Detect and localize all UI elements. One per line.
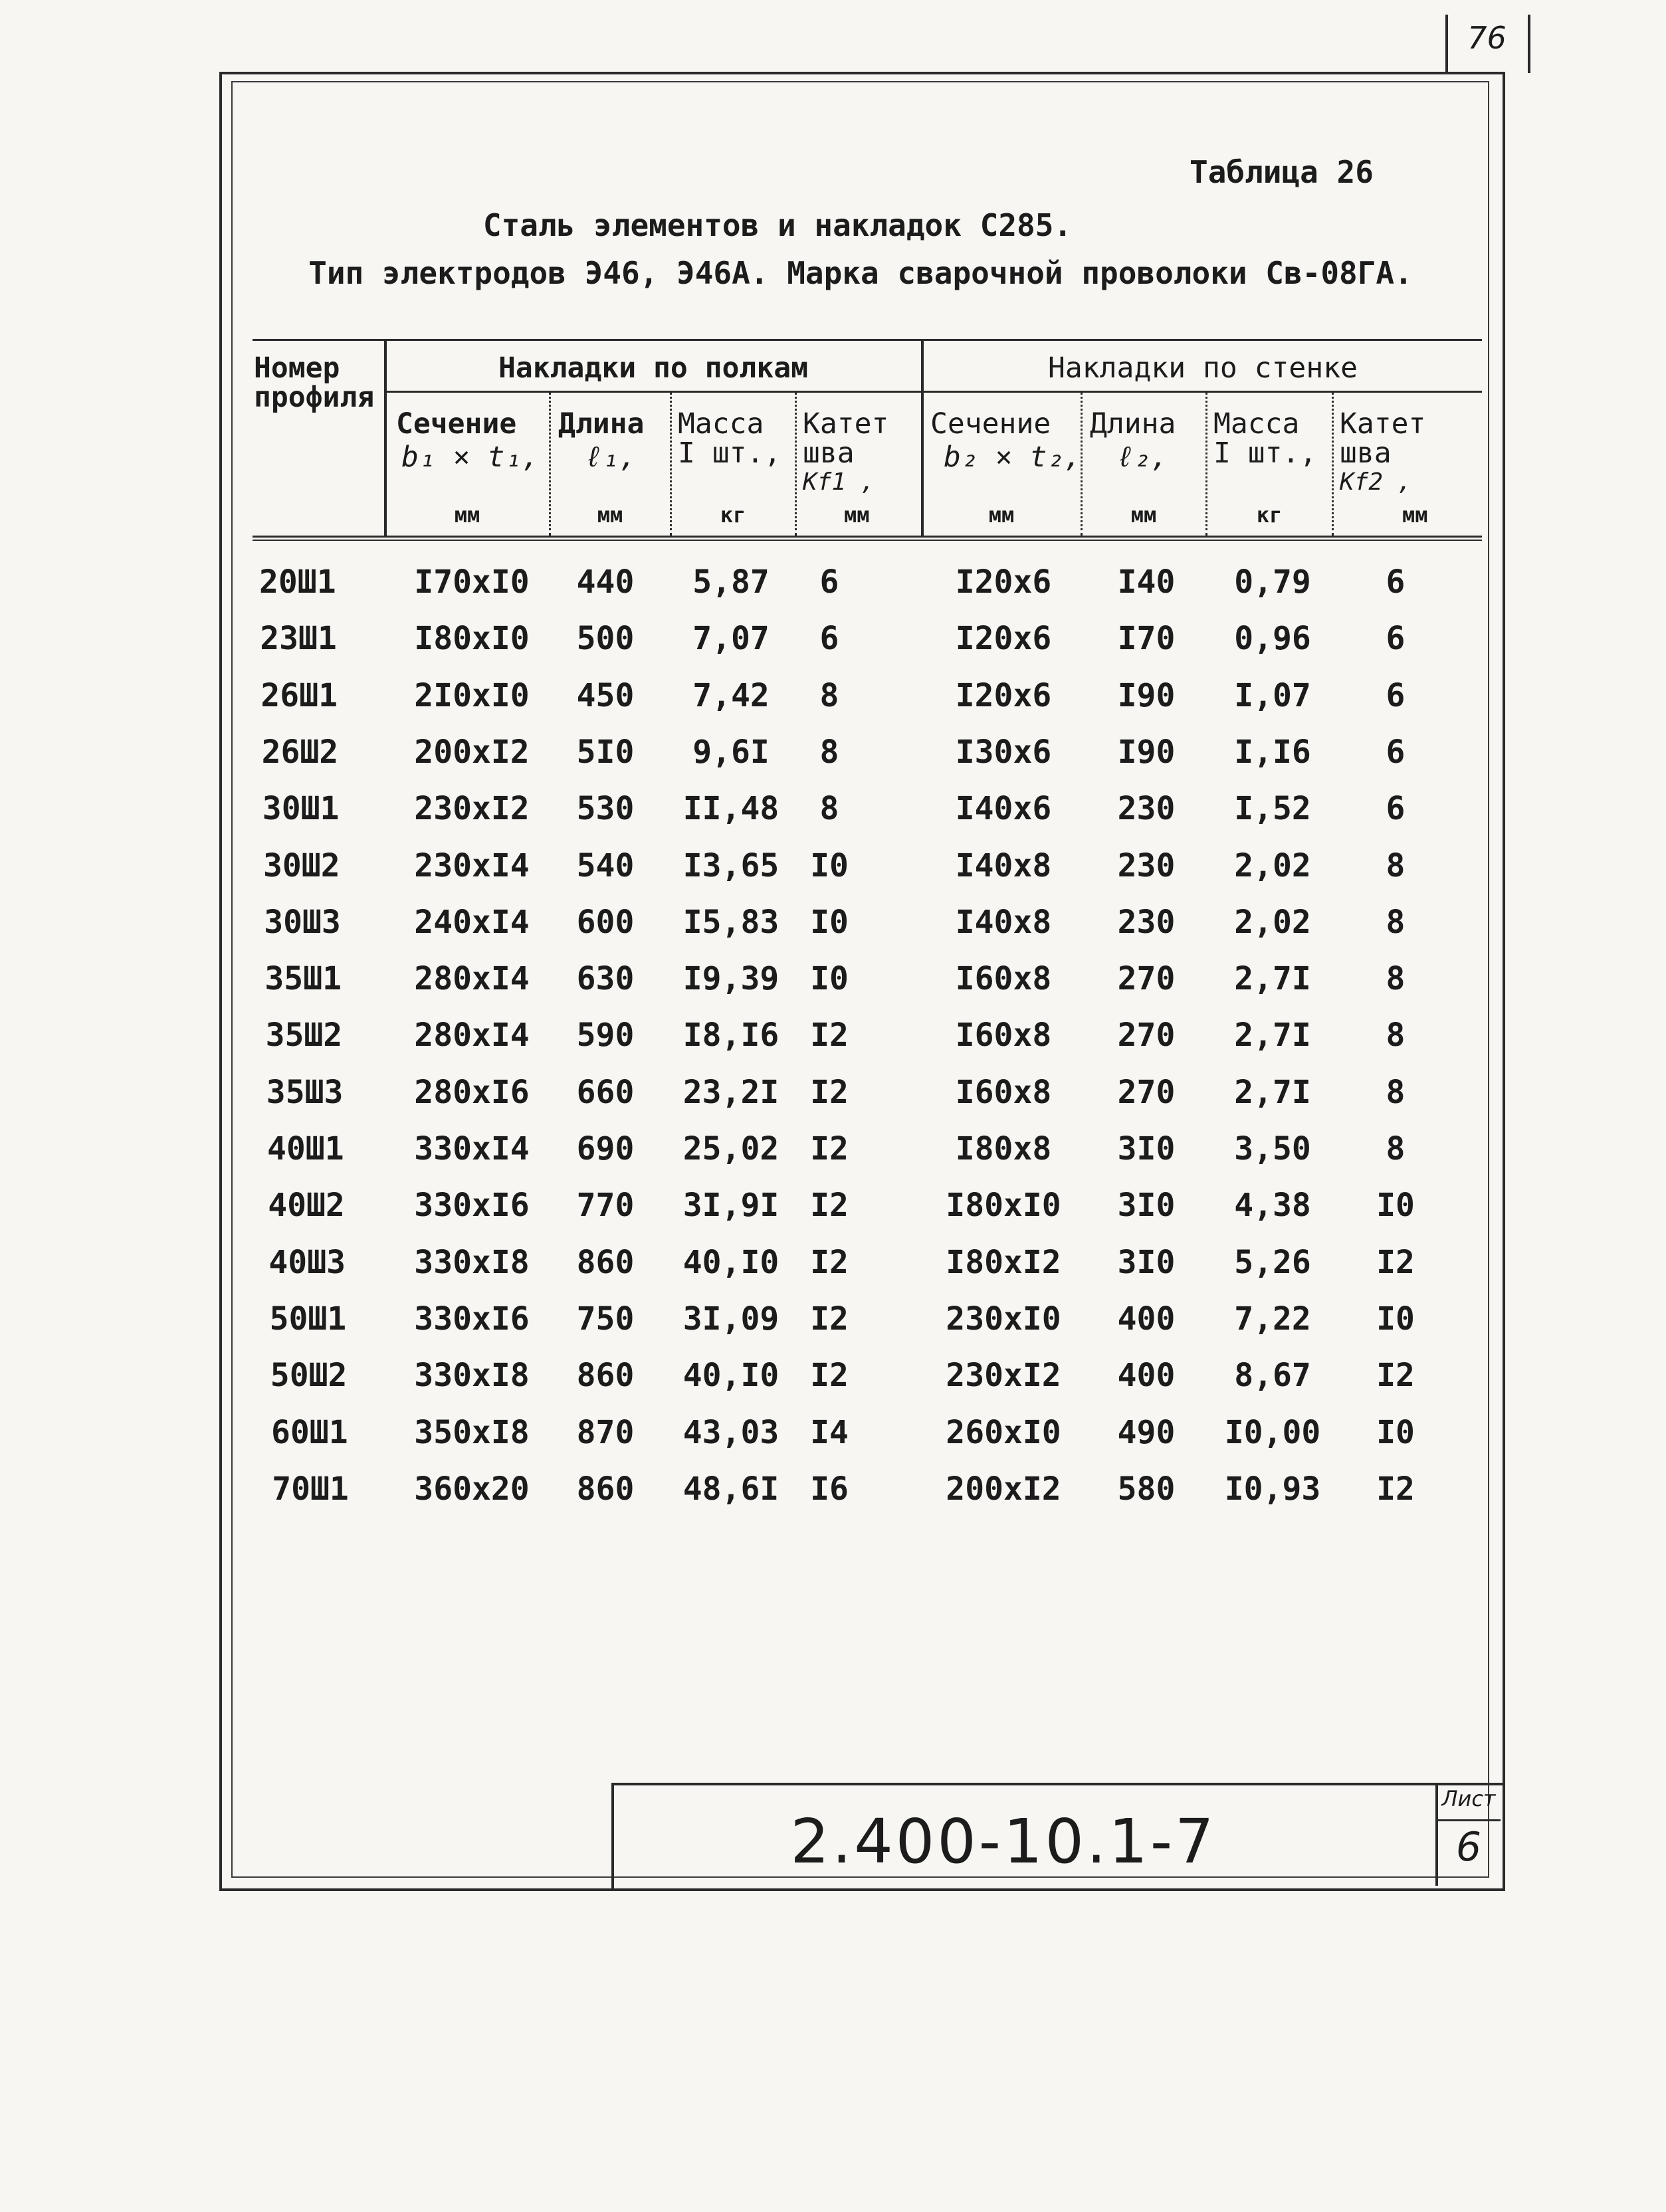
cell-weld-flanges: I2	[810, 1074, 849, 1111]
cell-length-flanges: 660	[576, 1074, 635, 1111]
cell-length-web: 580	[1117, 1470, 1176, 1508]
cell-mass-web: 0,79	[1234, 563, 1311, 601]
header-section-web-unit: мм	[988, 502, 1015, 528]
table-header-rule-double	[253, 540, 1482, 541]
cell-length-web: 270	[1117, 1074, 1176, 1111]
cell-weld-flanges: I0	[810, 960, 849, 997]
cell-section-web: I20x6	[955, 563, 1052, 601]
cell-section-web: 230xI2	[946, 1357, 1061, 1394]
cell-weld-flanges: I6	[810, 1470, 849, 1508]
header-weld-flanges-unit: мм	[844, 502, 870, 528]
sheet-label: Лист	[1441, 1786, 1496, 1811]
cell-mass-web: 3,50	[1234, 1130, 1311, 1167]
cell-mass-web: 5,26	[1234, 1244, 1311, 1281]
cell-profile: 40Ш3	[268, 1244, 346, 1281]
cell-section-web: I20x6	[955, 677, 1052, 714]
header-mass-web: Масса	[1213, 407, 1300, 441]
cell-section-flanges: 330xI8	[414, 1357, 530, 1394]
document-code: 2.400-10.1-7	[790, 1806, 1217, 1877]
cell-mass-flanges: 23,2I	[682, 1074, 780, 1111]
cell-weld-flanges: 8	[819, 734, 839, 771]
cell-length-flanges: 600	[576, 904, 635, 941]
cell-length-flanges: 870	[576, 1414, 635, 1451]
cell-profile: 30Ш1	[262, 790, 340, 827]
cell-section-web: I80x8	[955, 1130, 1052, 1167]
cell-section-web: I80xI0	[946, 1187, 1061, 1224]
cell-mass-web: 0,96	[1234, 620, 1311, 657]
header-group-web: Накладки по стенке	[1048, 352, 1358, 385]
cell-profile: 30Ш2	[263, 847, 340, 884]
cell-section-web: I60x8	[955, 960, 1052, 997]
header-mass-flanges: Масса	[678, 407, 764, 441]
cell-weld-flanges: I2	[810, 1300, 849, 1338]
cell-profile: 35Ш2	[265, 1017, 343, 1054]
cell-profile: 50Ш1	[269, 1300, 347, 1338]
cell-section-web: 230xI0	[946, 1300, 1061, 1338]
header-weld-web-2: шва	[1340, 437, 1392, 470]
cell-length-web: I90	[1117, 677, 1176, 714]
cell-section-web: I60x8	[955, 1074, 1052, 1111]
cell-weld-flanges: I2	[810, 1017, 849, 1054]
cell-length-flanges: 450	[576, 677, 635, 714]
cell-weld-web: 8	[1386, 1074, 1406, 1111]
cell-length-web: I40	[1117, 563, 1176, 601]
cell-length-flanges: 770	[576, 1187, 635, 1224]
cell-mass-flanges: I3,65	[682, 847, 780, 884]
cell-section-web: I80xI2	[946, 1244, 1061, 1281]
cell-mass-web: 2,02	[1234, 847, 1311, 884]
cell-mass-flanges: 5,87	[692, 563, 770, 601]
cell-section-flanges: 350xI8	[414, 1414, 530, 1451]
cell-weld-web: 6	[1386, 677, 1406, 714]
cell-section-web: I30x6	[955, 734, 1052, 771]
cell-length-flanges: 630	[576, 960, 635, 997]
cell-section-flanges: 280xI4	[414, 960, 530, 997]
cell-profile: 20Ш1	[259, 563, 336, 601]
table-top-rule	[253, 339, 1482, 341]
cell-mass-web: 4,38	[1234, 1187, 1311, 1224]
cell-length-web: I90	[1117, 734, 1176, 771]
header-mass-flanges-qty: I шт.,	[678, 437, 781, 470]
cell-profile: 35Ш3	[266, 1074, 344, 1111]
cell-weld-flanges: I2	[810, 1130, 849, 1167]
cell-length-flanges: 5I0	[576, 734, 635, 771]
cell-profile: 26Ш2	[261, 734, 339, 771]
cell-section-flanges: 330xI6	[414, 1300, 530, 1338]
cell-mass-flanges: I9,39	[682, 960, 780, 997]
cell-length-web: 230	[1117, 847, 1176, 884]
cell-weld-web: 8	[1386, 1017, 1406, 1054]
cell-profile: 23Ш1	[260, 620, 337, 657]
cell-section-flanges: 280xI4	[414, 1017, 530, 1054]
cell-mass-flanges: I8,I6	[682, 1017, 780, 1054]
col-divider	[1332, 392, 1334, 536]
cell-length-flanges: 500	[576, 620, 635, 657]
cell-length-web: 3I0	[1117, 1187, 1176, 1224]
cell-weld-flanges: I2	[810, 1244, 849, 1281]
cell-weld-web: I0	[1376, 1414, 1415, 1451]
cell-length-web: 3I0	[1117, 1244, 1176, 1281]
cell-weld-flanges: I2	[810, 1187, 849, 1224]
cell-profile: 40Ш2	[268, 1187, 345, 1224]
cell-section-web: I40x8	[955, 847, 1052, 884]
cell-weld-web: I0	[1376, 1187, 1415, 1224]
cell-weld-flanges: I0	[810, 847, 849, 884]
cell-weld-web: 8	[1386, 1130, 1406, 1167]
cell-length-flanges: 860	[576, 1470, 635, 1508]
header-mass-flanges-unit: кг	[720, 502, 746, 528]
header-mass-web-qty: I шт.,	[1213, 437, 1317, 470]
header-section-flanges-unit: мм	[454, 502, 480, 528]
cell-length-web: 400	[1117, 1357, 1176, 1394]
table-label: Таблица 26	[1190, 154, 1374, 190]
header-section-web-sym: b₂ × t₂,	[944, 441, 1082, 474]
cell-mass-flanges: 40,I0	[682, 1244, 780, 1281]
document-title-line2: Тип электродов Э46, Э46А. Марка сварочной проволоки Св-08ГА.	[308, 255, 1413, 291]
header-group-flanges: Накладки по полкам	[498, 352, 808, 385]
cell-weld-web: I2	[1376, 1470, 1415, 1508]
cell-weld-web: I2	[1376, 1244, 1415, 1281]
header-section-flanges-sym: b₁ × t₁,	[401, 441, 540, 474]
cell-mass-web: I,52	[1234, 790, 1311, 827]
cell-section-web: 200xI2	[946, 1470, 1061, 1508]
cell-section-flanges: 2I0xI0	[414, 677, 530, 714]
header-weld-web-unit: мм	[1402, 502, 1428, 528]
cell-profile: 35Ш1	[264, 960, 342, 997]
cell-mass-web: I,07	[1234, 677, 1311, 714]
cell-mass-flanges: II,48	[682, 790, 780, 827]
cell-profile: 60Ш1	[271, 1414, 348, 1451]
cell-mass-flanges: 7,07	[692, 620, 770, 657]
cell-weld-web: 8	[1386, 847, 1406, 884]
table-header-rule	[253, 536, 1482, 538]
cell-length-web: 270	[1117, 960, 1176, 997]
cell-section-web: I40x6	[955, 790, 1052, 827]
cell-mass-flanges: 7,42	[692, 677, 770, 714]
header-length-web-unit: мм	[1130, 502, 1157, 528]
cell-profile: 30Ш3	[264, 904, 341, 941]
header-length-flanges-sym: ℓ₁,	[585, 441, 637, 474]
cell-length-flanges: 690	[576, 1130, 635, 1167]
cell-weld-flanges: 8	[819, 677, 839, 714]
header-profile-line2: профиля	[254, 381, 375, 414]
cell-weld-flanges: 6	[819, 620, 839, 657]
cell-section-flanges: 280xI6	[414, 1074, 530, 1111]
cell-mass-web: I0,93	[1224, 1470, 1321, 1508]
cell-mass-web: 2,7I	[1234, 960, 1311, 997]
cell-mass-web: 2,7I	[1234, 1017, 1311, 1054]
cell-length-web: 3I0	[1117, 1130, 1176, 1167]
header-length-web-sym: ℓ₂,	[1116, 441, 1168, 474]
cell-mass-web: I,I6	[1234, 734, 1311, 771]
cell-length-flanges: 540	[576, 847, 635, 884]
header-length-flanges-unit: мм	[597, 502, 623, 528]
cell-section-web: I60x8	[955, 1017, 1052, 1054]
cell-length-web: 230	[1117, 790, 1176, 827]
cell-weld-web: 6	[1386, 734, 1406, 771]
cell-mass-flanges: 48,6I	[682, 1470, 780, 1508]
header-section-flanges: Сечение	[396, 407, 517, 441]
cell-length-flanges: 860	[576, 1357, 635, 1394]
cell-section-flanges: 230xI2	[414, 790, 530, 827]
cell-length-flanges: 530	[576, 790, 635, 827]
header-weld-flanges-2: шва	[803, 437, 855, 470]
cell-weld-web: 6	[1386, 620, 1406, 657]
document-title-line1: Сталь элементов и накладок С285.	[482, 207, 1073, 243]
cell-section-flanges: 230xI4	[414, 847, 530, 884]
sheet-box-divider	[1435, 1819, 1501, 1821]
cell-weld-web: 8	[1386, 960, 1406, 997]
cell-length-web: 230	[1117, 904, 1176, 941]
cell-section-flanges: 360x20	[414, 1470, 530, 1508]
col-divider	[795, 392, 797, 536]
cell-section-flanges: 200xI2	[414, 734, 530, 771]
cell-mass-web: 8,67	[1234, 1357, 1311, 1394]
cell-length-flanges: 860	[576, 1244, 635, 1281]
header-section-web: Сечение	[930, 407, 1051, 441]
cell-section-web: I40x8	[955, 904, 1052, 941]
cell-section-flanges: I80xI0	[414, 620, 530, 657]
cell-length-web: I70	[1117, 620, 1176, 657]
cell-weld-flanges: 6	[819, 563, 839, 601]
cell-length-flanges: 440	[576, 563, 635, 601]
header-profile-line1: Номер	[254, 352, 340, 385]
cell-section-flanges: 330xI6	[414, 1187, 530, 1224]
cell-mass-flanges: 9,6I	[692, 734, 770, 771]
cell-length-web: 400	[1117, 1300, 1176, 1338]
header-length-flanges: Длина	[558, 407, 645, 441]
cell-mass-flanges: I5,83	[682, 904, 780, 941]
cell-profile: 70Ш1	[272, 1470, 349, 1508]
cell-length-web: 270	[1117, 1017, 1176, 1054]
cell-section-flanges: 240xI4	[414, 904, 530, 941]
cell-mass-web: 2,02	[1234, 904, 1311, 941]
cell-section-web: I20x6	[955, 620, 1052, 657]
cell-weld-flanges: I0	[810, 904, 849, 941]
cell-weld-flanges: 8	[819, 790, 839, 827]
cell-profile: 50Ш2	[270, 1357, 348, 1394]
cell-profile: 26Ш1	[260, 677, 338, 714]
header-weld-flanges-sym: Kf1 ,	[803, 468, 875, 496]
cell-section-flanges: I70xI0	[414, 563, 530, 601]
page-number: 76	[1467, 20, 1507, 56]
cell-weld-web: 6	[1386, 563, 1406, 601]
cell-weld-web: 6	[1386, 790, 1406, 827]
cell-weld-web: I0	[1376, 1300, 1415, 1338]
cell-mass-flanges: 3I,09	[682, 1300, 780, 1338]
cell-section-flanges: 330xI8	[414, 1244, 530, 1281]
cell-length-flanges: 590	[576, 1017, 635, 1054]
cell-weld-flanges: I4	[810, 1414, 849, 1451]
cell-section-web: 260xI0	[946, 1414, 1061, 1451]
cell-profile: 40Ш1	[267, 1130, 344, 1167]
cell-length-flanges: 750	[576, 1300, 635, 1338]
cell-weld-flanges: I2	[810, 1357, 849, 1394]
cell-section-flanges: 330xI4	[414, 1130, 530, 1167]
cell-length-web: 490	[1117, 1414, 1176, 1451]
cell-mass-web: 2,7I	[1234, 1074, 1311, 1111]
cell-mass-flanges: 3I,9I	[682, 1187, 780, 1224]
cell-weld-web: 8	[1386, 904, 1406, 941]
cell-mass-web: I0,00	[1224, 1414, 1321, 1451]
header-weld-web-sym: Kf2 ,	[1340, 468, 1412, 496]
cell-mass-web: 7,22	[1234, 1300, 1311, 1338]
sheet-number: 6	[1455, 1824, 1482, 1870]
cell-mass-flanges: 40,I0	[682, 1357, 780, 1394]
cell-mass-flanges: 25,02	[682, 1130, 780, 1167]
header-mass-web-unit: кг	[1256, 502, 1283, 528]
cell-mass-flanges: 43,03	[682, 1414, 780, 1451]
cell-weld-web: I2	[1376, 1357, 1415, 1394]
header-length-web: Длина	[1090, 407, 1176, 441]
header-weld-web: Катет	[1340, 407, 1426, 441]
header-weld-flanges: Катет	[803, 407, 889, 441]
